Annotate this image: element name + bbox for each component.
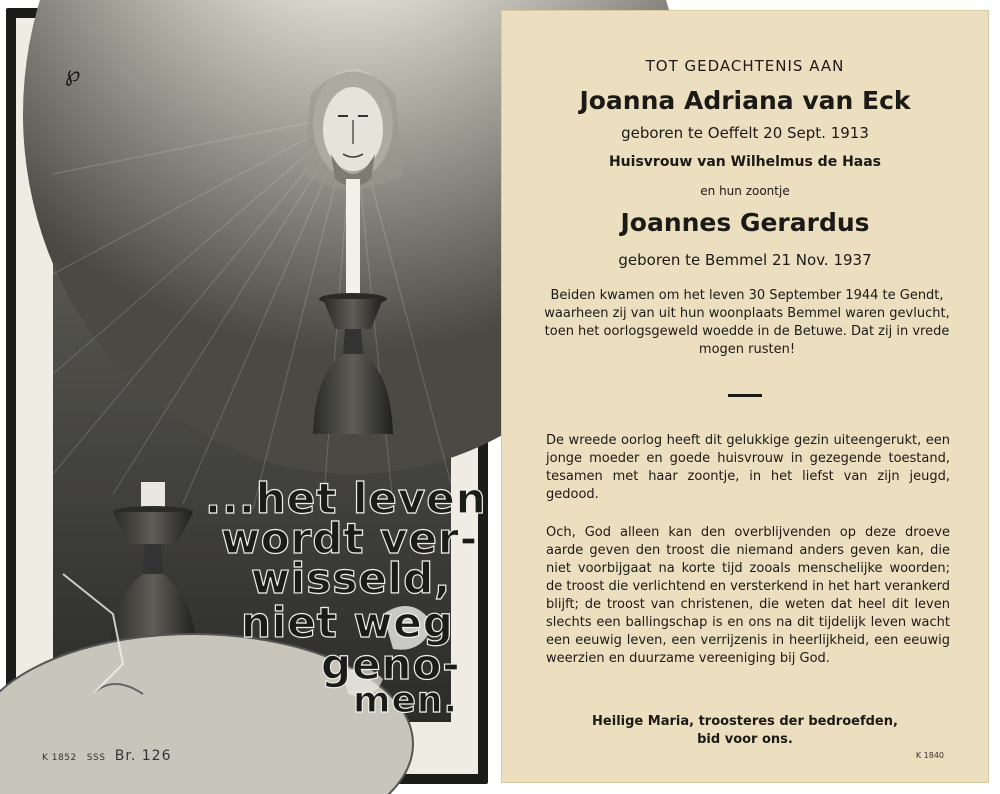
memorial-paragraph-2: Och, God alleen kan den overblijvenden op deze droeve aarde geven den troost die niemand anders geven kan, die niet voorbijgaat na korte tijd zooals menschelijke woorden; de troost die verlichtend en versterkend in het hart verankerd blijft; de troost van christenen, die weten dat heel dit leven slechts een ballingschap is en ons na dit tijdelijk leven wacht een eeuwig leven, een verrijzenis in heerlijkheid, een eeuwig weerzien en duurzame vereeniging bij God. (546, 525, 951, 666)
motto-text (53, 54, 487, 722)
dedication-heading: TOT GEDACHTENIS AAN (645, 57, 845, 75)
motto-line-5: geno- (321, 640, 461, 689)
birth-info-mother: geboren te Oeffelt 20 Sept. 1913 (621, 124, 869, 142)
section-divider (728, 394, 762, 397)
and-son-text: en hun zoontje (700, 184, 790, 198)
memorial-card-front (6, 8, 488, 784)
closing-prayer (502, 713, 988, 749)
motto-line-3: wisseld, (251, 554, 452, 603)
devotional-illustration (53, 54, 487, 722)
print-code: K 1840 (915, 751, 944, 760)
closing-prayer-line-2: bid voor ons. (697, 732, 793, 747)
motto-line-1: ...het leven (205, 474, 487, 523)
deceased-name-mother: Joanna Adriana van Eck (579, 86, 911, 115)
motto-line-4: niet weg (241, 598, 454, 647)
motto-line-6: men. (353, 680, 459, 721)
memorial-card-back (501, 10, 989, 783)
publisher-info (42, 748, 171, 764)
publisher-code: K 1852 (42, 753, 77, 763)
motto-line-2: wordt ver- (221, 514, 479, 563)
publisher-mark: SSS (86, 753, 106, 763)
series-reference: Br. 126 (114, 748, 172, 764)
memorial-paragraph-1: De wreede oorlog heeft dit gelukkige gezin uiteengerukt, een jonge moeder en goede huisvrouw in gezegende toestand, tesamen met haar zoontje, in het liefst van zijn jeugd, gedood. (546, 433, 950, 502)
spouse-info: Huisvrouw van Wilhelmus de Haas (608, 154, 882, 170)
deceased-name-son: Joannes Gerardus (620, 208, 870, 237)
card-mat (16, 18, 487, 774)
closing-prayer-line-1: Heilige Maria, troosteres der bedroefden, (592, 714, 898, 729)
publisher-logo: ℘ (65, 62, 81, 87)
birth-info-son: geboren te Bemmel 21 Nov. 1937 (618, 251, 872, 269)
death-circumstances: Beiden kwamen om het leven 30 September 1944 te Gendt, waarheen zij van uit hun woonplaats Bemmel waren gevlucht, toen het oorlogsgeweld woedde in de Betuwe. Dat zij in vrede mogen rusten! (544, 288, 950, 357)
